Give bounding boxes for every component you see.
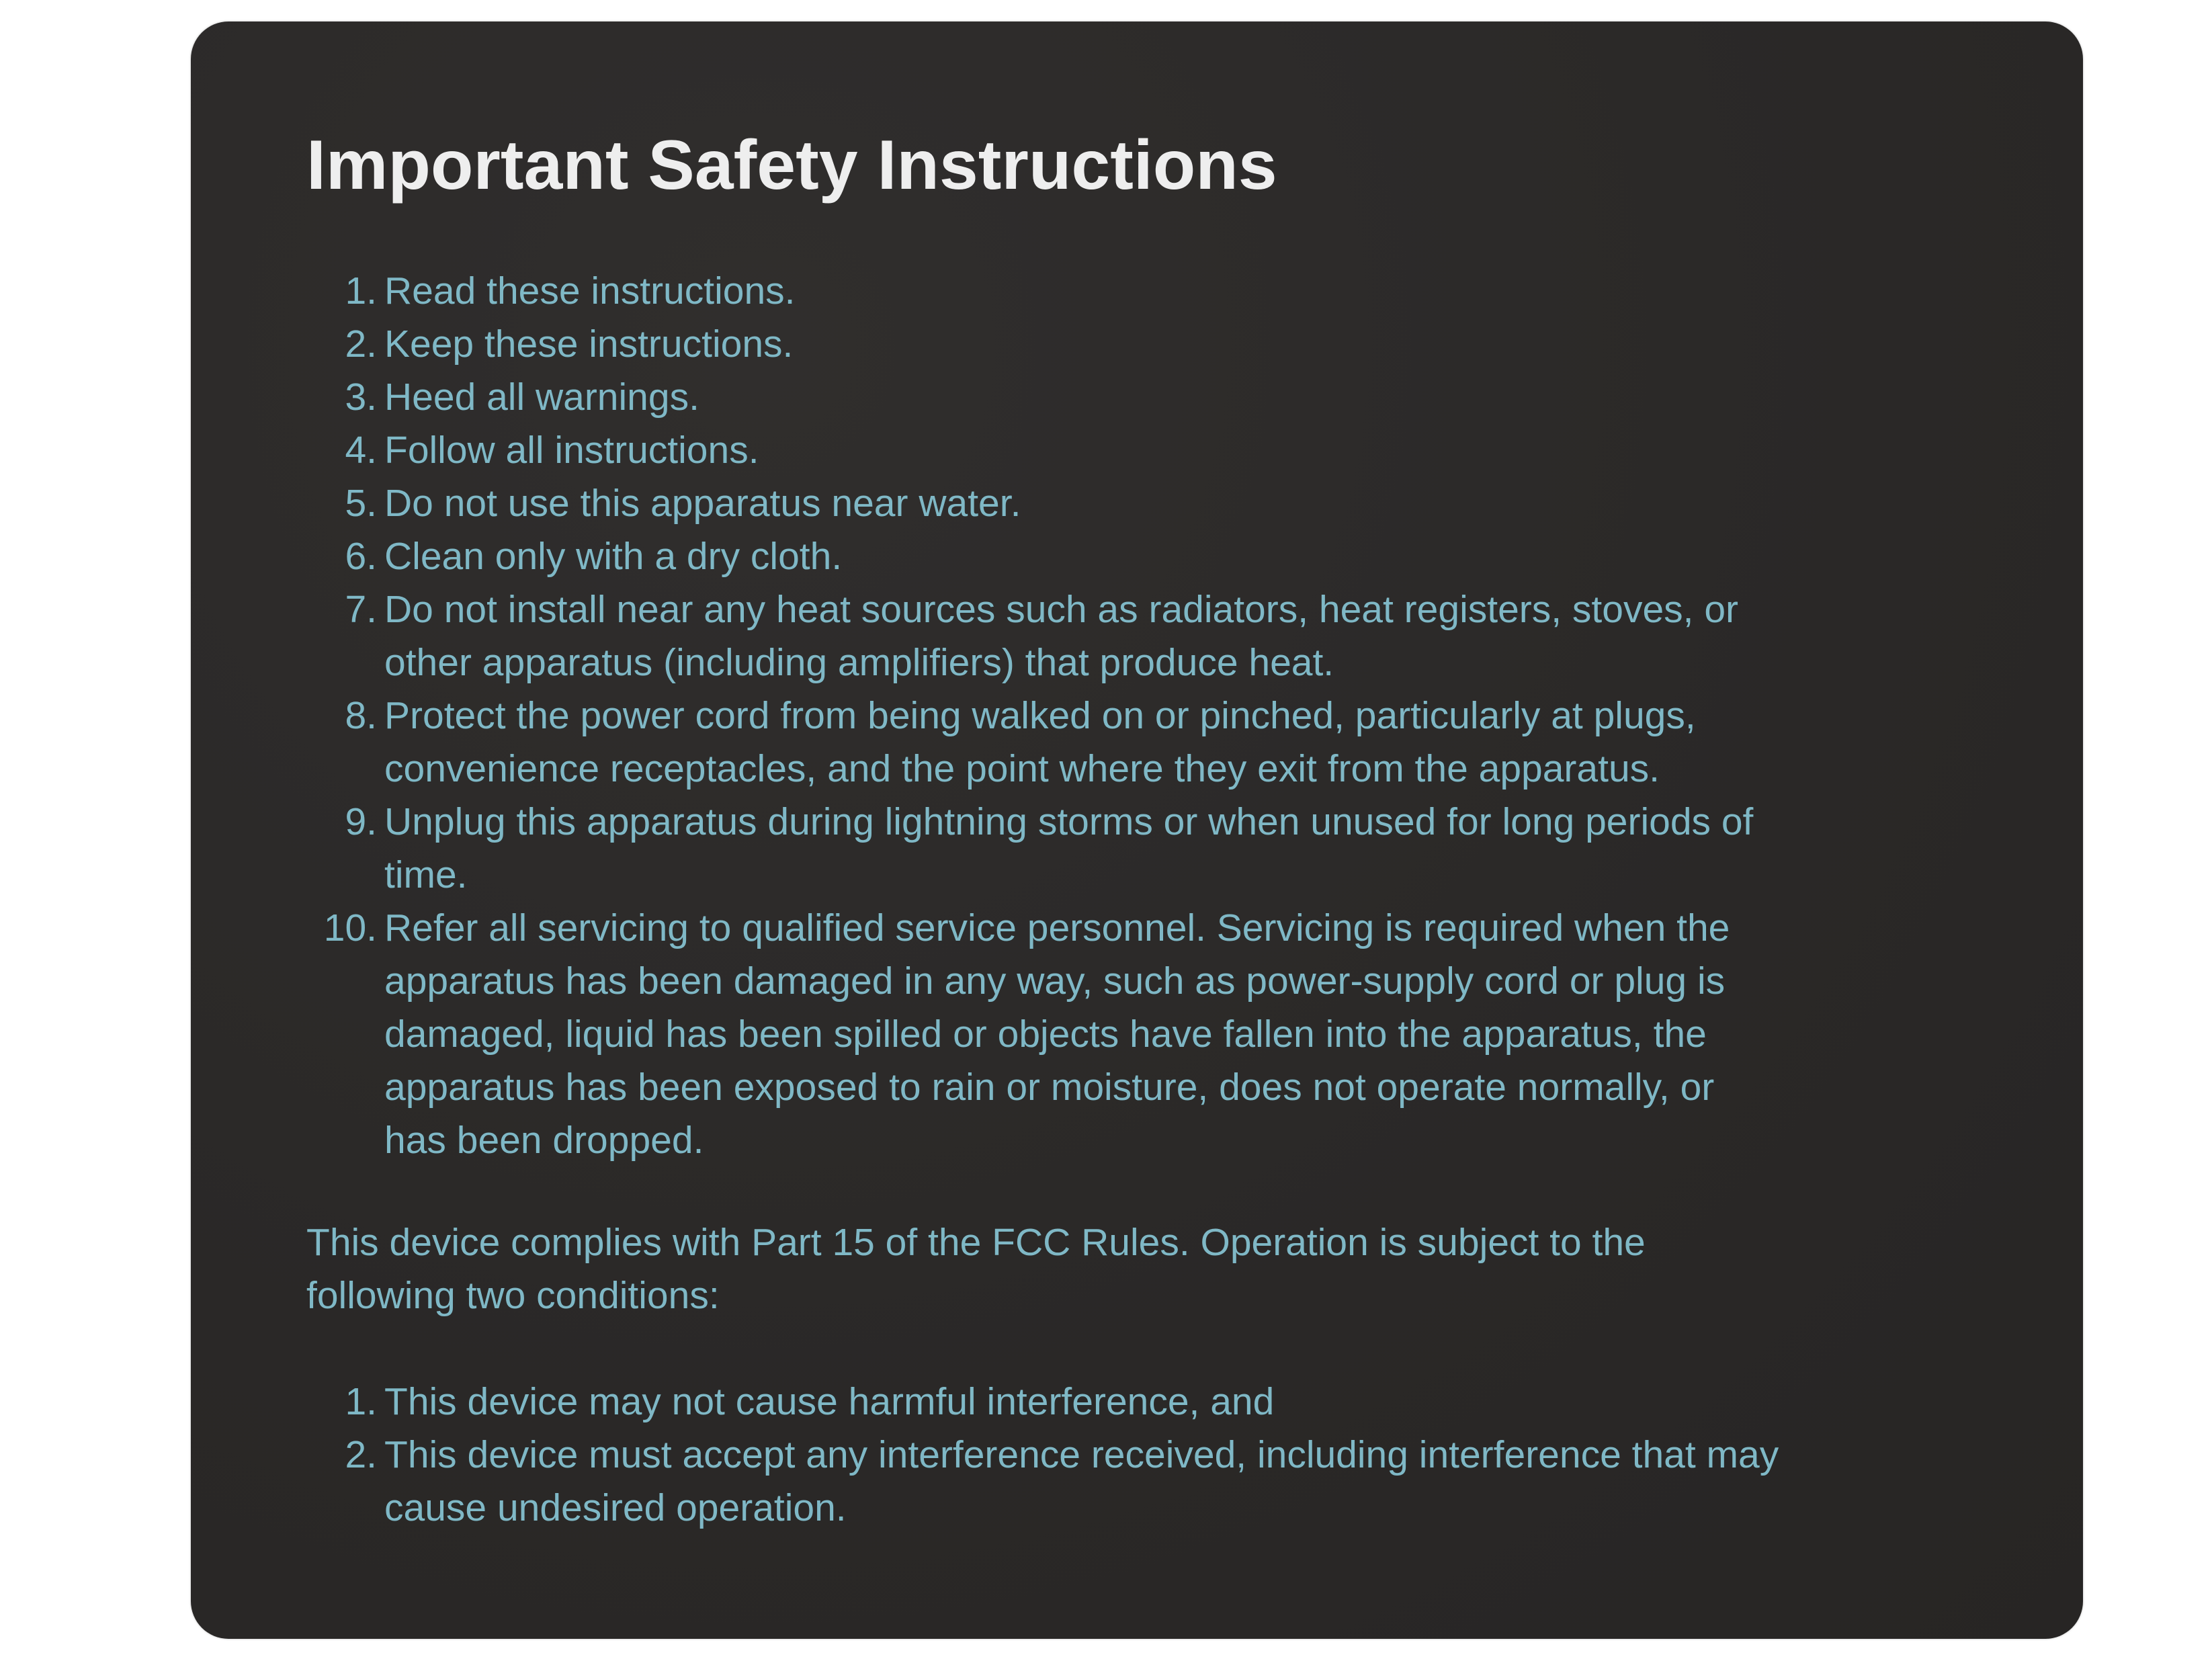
list-item xyxy=(306,424,1785,477)
safety-instructions-list xyxy=(306,265,1785,1167)
list-item-number: 3. xyxy=(345,376,377,419)
list-item-text: Protect the power cord from being walked on or pinched, particularly at plugs, convenience receptacles, and the point where they exit from the apparatus. xyxy=(384,694,1696,790)
list-item xyxy=(306,689,1785,796)
list-item-text: Read these instructions. xyxy=(384,269,796,312)
safety-instructions-card xyxy=(191,22,2083,1639)
list-item xyxy=(306,371,1785,424)
list-item-text: Do not use this apparatus near water. xyxy=(384,482,1021,525)
list-item xyxy=(306,318,1785,371)
list-item-number: 7. xyxy=(345,588,377,631)
list-item xyxy=(306,477,1785,530)
list-item-number: 6. xyxy=(345,535,377,578)
list-item-text: This device may not cause harmful interference, and xyxy=(384,1380,1275,1423)
list-item-text: Do not install near any heat sources such as radiators, heat registers, stoves, or other apparatus (including amplifiers) that produce heat. xyxy=(384,588,1739,684)
list-item xyxy=(306,265,1785,318)
list-item-text: Unplug this apparatus during lightning storms or when unused for long periods of time. xyxy=(384,800,1754,896)
page-title: Important Safety Instructions xyxy=(306,126,1277,204)
list-item xyxy=(306,583,1785,689)
fcc-statement: This device complies with Part 15 of the FCC Rules. Operation is subject to the following two conditions: xyxy=(306,1221,1646,1317)
list-item-number: 1. xyxy=(345,269,377,312)
list-item xyxy=(306,1375,1785,1429)
list-item-number: 9. xyxy=(345,800,377,843)
list-item-number: 2. xyxy=(345,323,377,366)
list-item-text: Refer all servicing to qualified service personnel. Servicing is required when the apparatus has been damaged in any way, such as power-supply cord or plug is damaged, liquid has been spilled or objects have fallen into the apparatus, the apparatus has been exposed to rain or moisture, does not operate normally, or has been dropped. xyxy=(384,906,1730,1162)
fcc-conditions-list xyxy=(306,1375,1785,1535)
list-item xyxy=(306,796,1785,902)
list-item-number: 10. xyxy=(323,906,377,949)
list-item-text: Heed all warnings. xyxy=(384,376,699,419)
list-item-number: 1. xyxy=(345,1380,377,1423)
list-item xyxy=(306,902,1785,1167)
list-item xyxy=(306,530,1785,583)
list-item-text: This device must accept any interference received, including interference that may cause undesired operation. xyxy=(384,1433,1779,1529)
list-item-text: Clean only with a dry cloth. xyxy=(384,535,843,578)
list-item-number: 8. xyxy=(345,694,377,737)
list-item-text: Follow all instructions. xyxy=(384,429,759,472)
list-item-number: 4. xyxy=(345,429,377,472)
list-item-text: Keep these instructions. xyxy=(384,323,794,366)
list-item-number: 5. xyxy=(345,482,377,525)
list-item-number: 2. xyxy=(345,1433,377,1476)
list-item xyxy=(306,1429,1785,1535)
